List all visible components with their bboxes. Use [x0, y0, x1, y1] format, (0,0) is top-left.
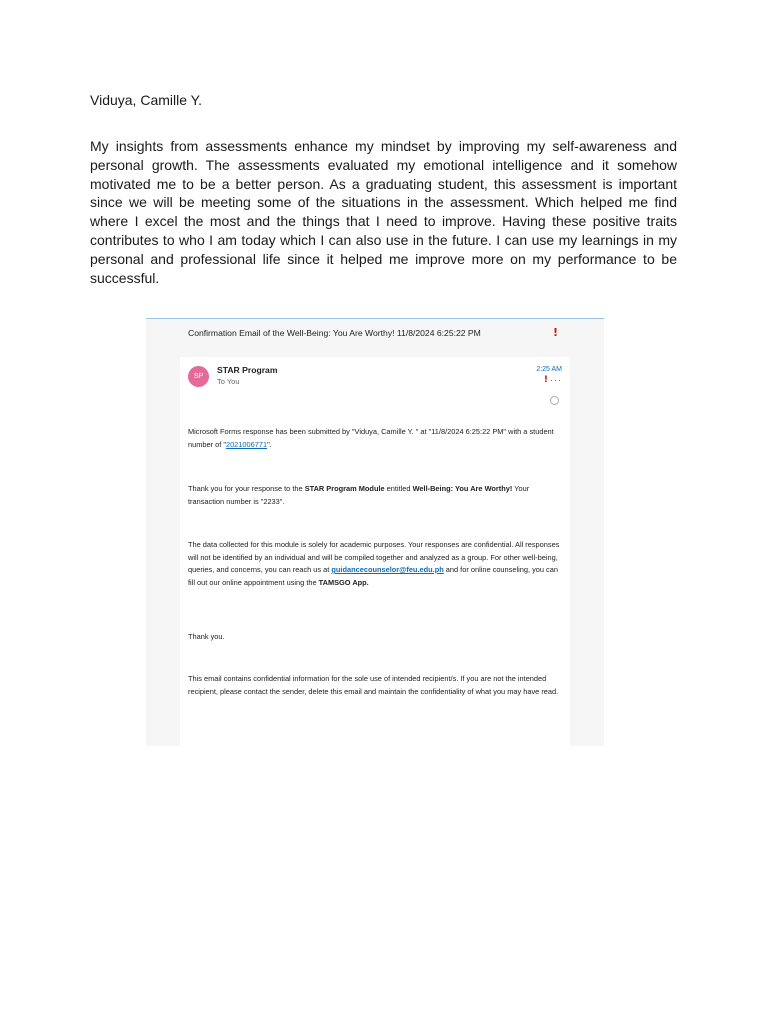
- body-text: Microsoft Forms response has been submitted by "Viduya, Camille Y. " at "11/8/2024 6:25:22 PM" with a student number of ": [188, 427, 554, 449]
- email-body-paragraph: Thank you.: [188, 632, 225, 641]
- email-link[interactable]: guidancecounselor@feu.edu.ph: [331, 565, 444, 574]
- email-body-paragraph: [188, 426, 563, 451]
- body-text: Your transaction number is "2233".: [188, 484, 530, 506]
- body-text: ".: [267, 439, 272, 449]
- email-subject-bar: [146, 319, 604, 349]
- author-name: Viduya, Camille Y.: [90, 92, 203, 108]
- email-body-paragraph: [188, 539, 563, 589]
- exclamation-icon: !: [552, 326, 558, 339]
- email-time: 2:25 AM: [536, 366, 562, 373]
- email-subject: Confirmation Email of the Well-Being: You Are Worthy! 11/8/2024 6:25:22 PM: [188, 328, 481, 338]
- app-name: TAMSGO App.: [318, 577, 369, 587]
- body-text: Thank you for your response to the: [188, 484, 305, 493]
- ellipsis-icon[interactable]: ···: [550, 375, 562, 385]
- body-text: and for online counseling, you can fill out our online appointment using the: [188, 565, 558, 587]
- smiley-icon[interactable]: [550, 396, 559, 405]
- sender-name[interactable]: STAR Program: [217, 365, 278, 375]
- body-text: The data collected for this module is solely for academic purposes. Your responses are confidential. All responses will not be identified by an individual and will be compiled together and analyzed as a group. For other well-being, queries, and concerns, you can reach us at: [188, 540, 560, 574]
- email-message-card: [180, 357, 570, 746]
- email-screenshot: [146, 318, 604, 746]
- email-body-paragraph: [188, 483, 563, 508]
- module-name: STAR Program Module: [304, 484, 385, 493]
- recipient-line: To You: [217, 377, 240, 386]
- email-body-paragraph: This email contains confidential information for the sole use of intended recipient/s. If you are not the intended recipient, please contact the sender, delete this email and maintain the confidentiality of what you may have read.: [188, 674, 559, 696]
- body-text: entitled: [384, 484, 413, 493]
- exclamation-icon: !: [543, 375, 548, 385]
- module-title: Well-Being: You Are Worthy!: [412, 484, 513, 493]
- avatar[interactable]: SP: [188, 366, 209, 387]
- student-number-link[interactable]: 2021006771: [225, 439, 268, 449]
- essay-paragraph: My insights from assessments enhance my mindset by improving my self-awareness and personal growth. The assessments evaluated my emotional intelligence and it somehow motivated me to be a better person. As a graduating student, this assessment is important since we will be meeting some of the situations in the assessment. Which helped me find where I excel the most and the things that I need to improve. Having these positive traits contributes to who I am today which I can also use in the future. I can use my learnings in my personal and professional life since it helped me improve more on my performance to be successful.: [90, 138, 677, 286]
